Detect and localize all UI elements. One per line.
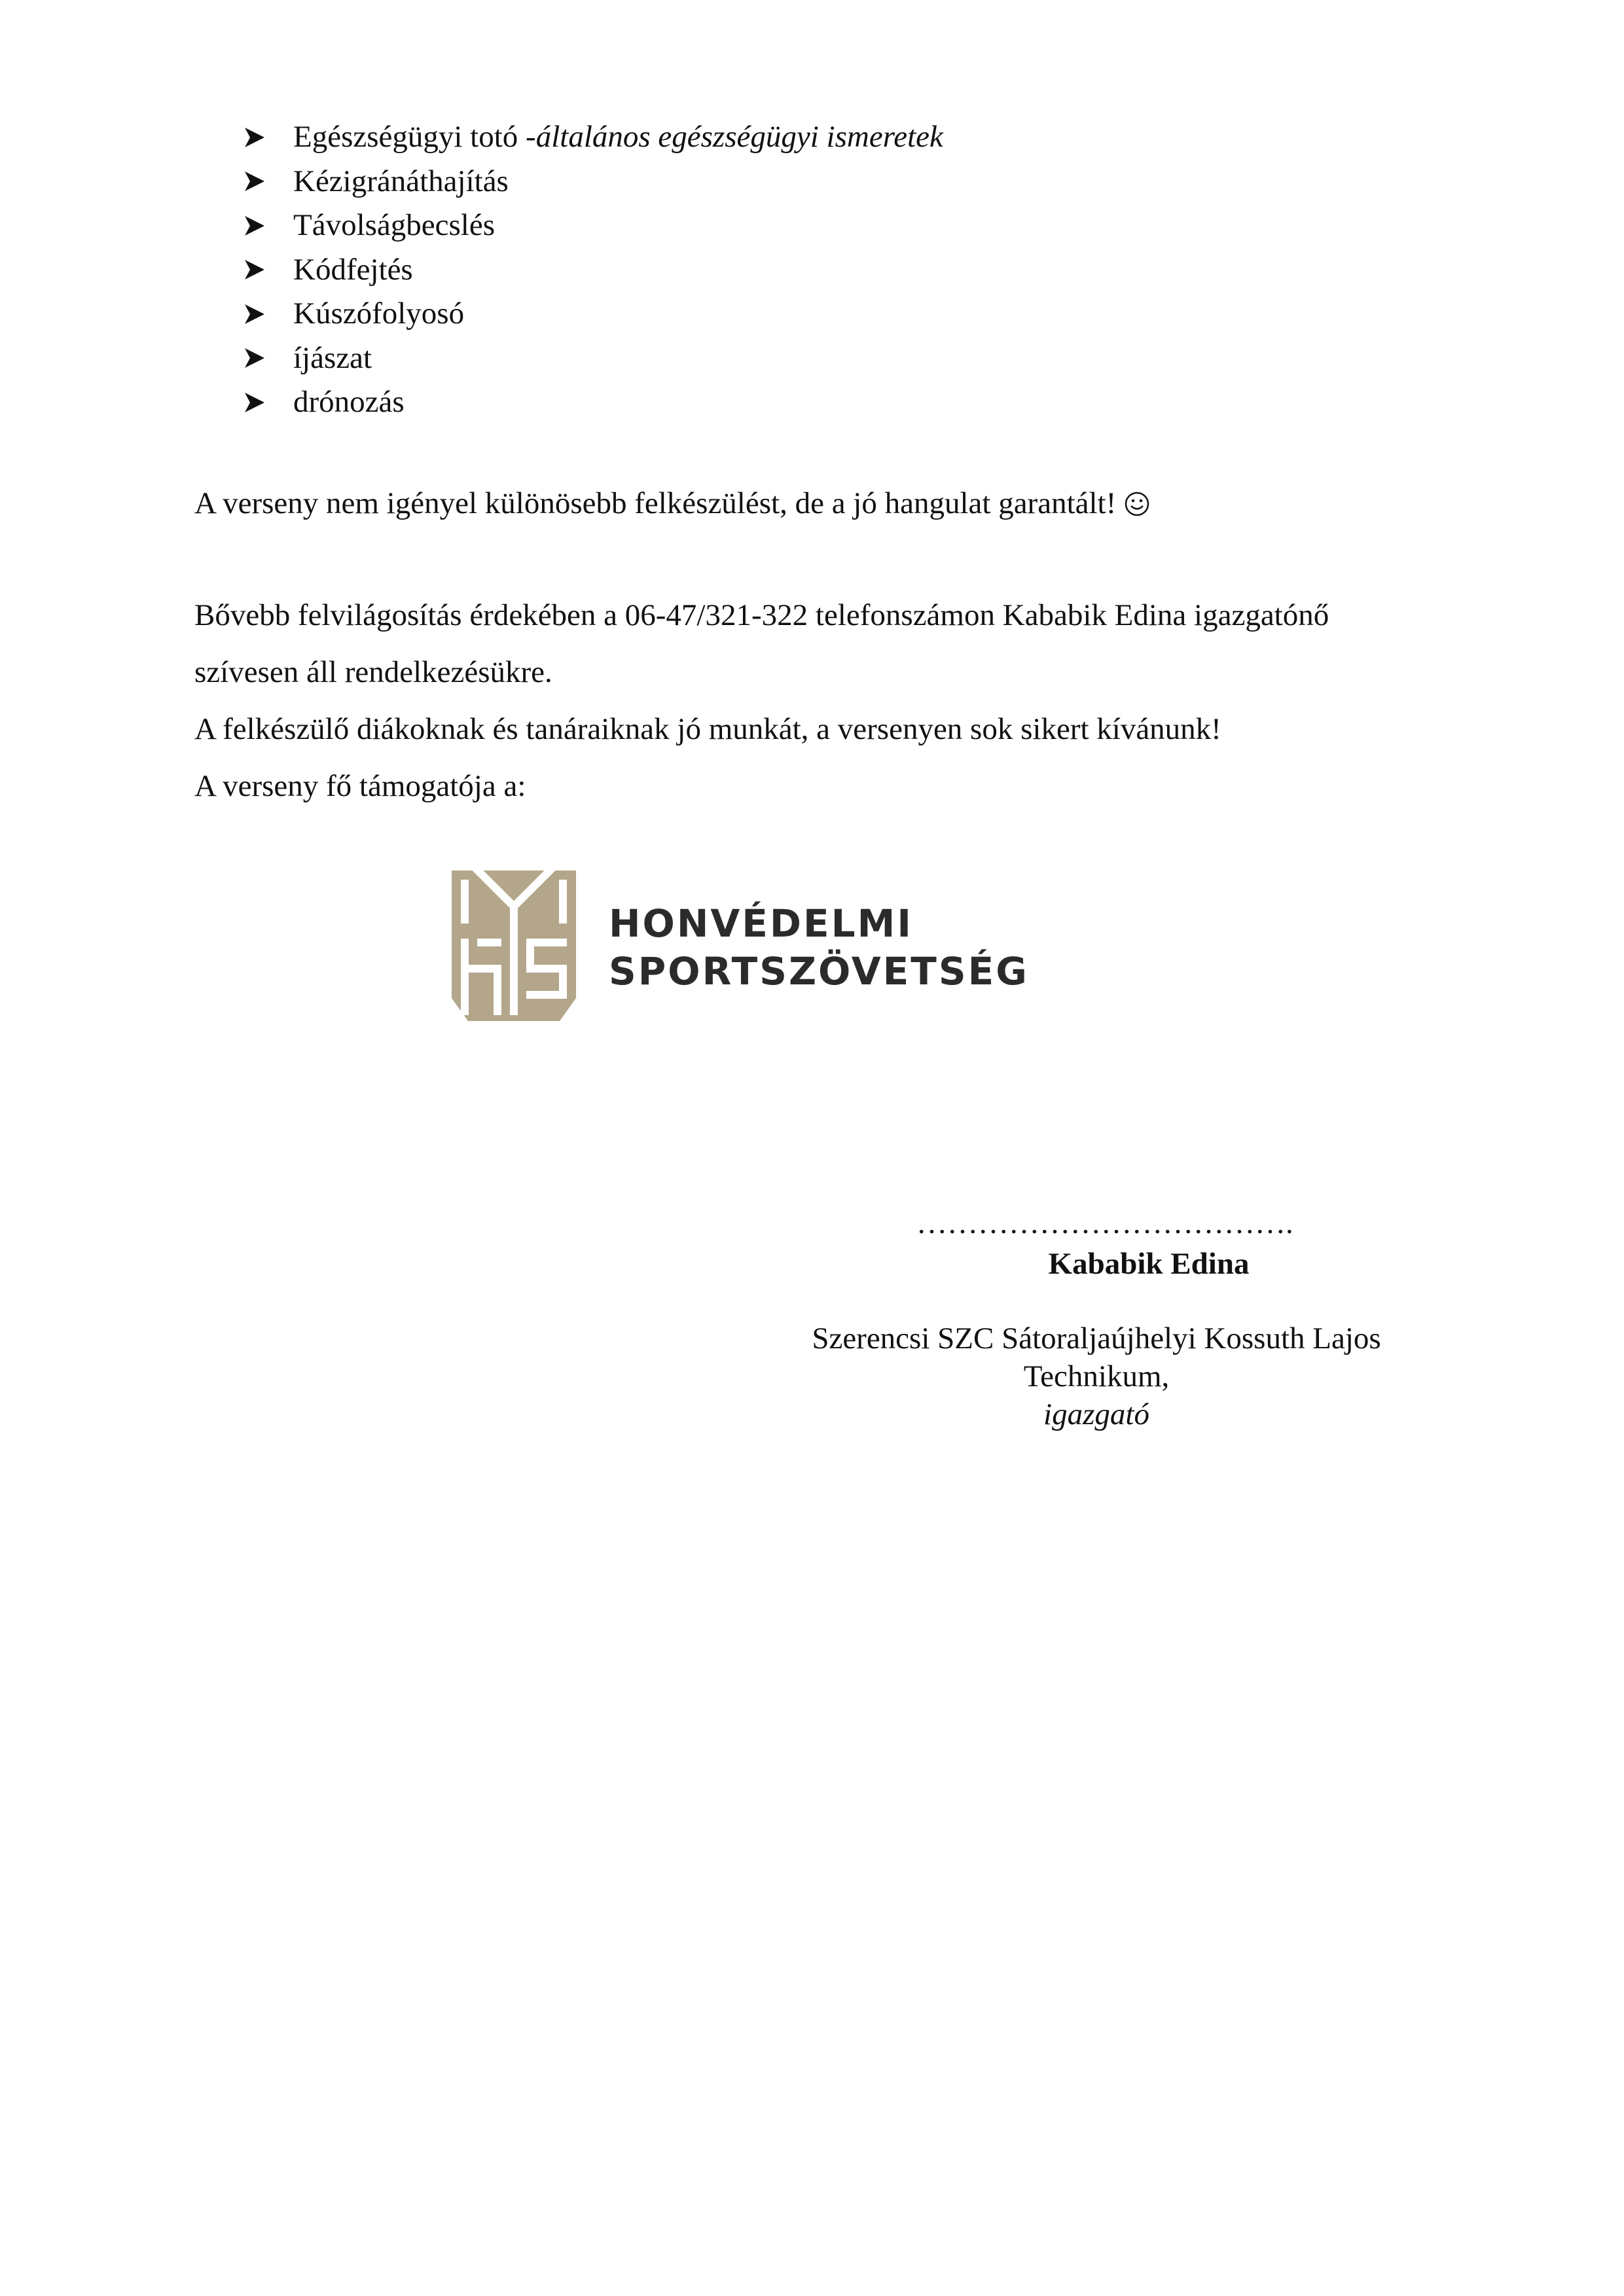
paragraph-sponsor: A verseny fő támogatója a:: [194, 769, 526, 803]
list-item-text: Kódfejtés: [293, 252, 413, 287]
arrow-bullet-icon: [244, 126, 293, 149]
arrow-bullet-icon: [244, 215, 293, 237]
honvedelmi-sportszovetseg-logo: [452, 870, 1029, 1021]
list-item-text: Kézigránáthajítás: [293, 164, 509, 198]
paragraph-text: A verseny nem igényel különösebb felkészülést, de a jó hangulat garantált!: [194, 486, 1117, 520]
signature-dots: ……………………………….: [916, 1206, 1293, 1240]
list-item-text: Kúszófolyosó: [293, 296, 465, 331]
arrow-bullet-icon: [244, 170, 293, 192]
arrow-bullet-icon: [244, 347, 293, 369]
list-item: [244, 292, 943, 336]
logo-line1: HONVÉDELMI: [609, 901, 913, 946]
signatory-organization-line1: Szerencsi SZC Sátoraljaújhelyi Kossuth Lajos: [812, 1321, 1381, 1355]
list-item: [244, 380, 943, 425]
smiley-icon: [1124, 491, 1150, 523]
paragraph-wishes: A felkészülő diákoknak és tanáraiknak jó munkát, a versenyen sok sikert kívánunk!: [194, 712, 1221, 746]
signatory-organization-line2: Technikum,: [1023, 1359, 1170, 1393]
hs-emblem-icon: [452, 870, 576, 1021]
paragraph-info-line2: szívesen áll rendelkezésükre.: [194, 655, 552, 689]
signatory-name: Kababik Edina: [1048, 1247, 1250, 1281]
list-item-text: Egészségügyi totó -: [293, 120, 536, 154]
arrow-bullet-icon: [244, 259, 293, 281]
arrow-bullet-icon: [244, 303, 293, 325]
list-item: [244, 160, 943, 204]
list-item-text: drónozás: [293, 385, 405, 420]
list-item: [244, 248, 943, 293]
list-item-text: íjászat: [293, 340, 372, 375]
list-item: [244, 336, 943, 381]
paragraph-preparation: [194, 488, 1150, 523]
list-item-text: Távolságbecslés: [293, 208, 496, 243]
logo-line2: SPORTSZÖVETSÉG: [609, 949, 1029, 994]
list-item-italic: általános egészségügyi ismeretek: [535, 120, 943, 154]
arrow-bullet-icon: [244, 391, 293, 414]
signatory-role: igazgató: [1043, 1397, 1149, 1431]
list-item: [244, 115, 943, 160]
paragraph-info-line1: Bővebb felvilágosítás érdekében a 06-47/321-322 telefonszámon Kababik Edina igazgatónő: [194, 598, 1329, 632]
discipline-list: [244, 115, 943, 425]
list-item: [244, 204, 943, 248]
